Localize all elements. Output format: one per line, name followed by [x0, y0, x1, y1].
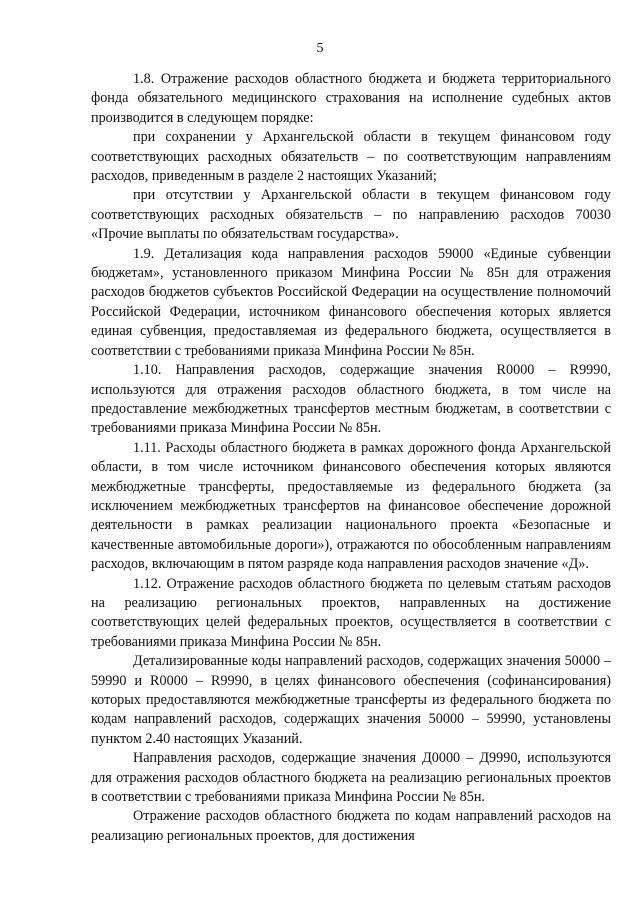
paragraph-1-8: 1.8. Отражение расходов областного бюджета и бюджета территориального фонда обязательного медицинского страхования на исполнение судебных актов производится в следующем порядке:: [91, 71, 611, 126]
paragraph-detailed-codes: Детализированные коды направлений расходов, содержащих значения 50000 – 59990 и R0000 – R9990, в целях финансового обеспечения (софинансирования) которых предоставляются межбюджетные трансферты из федерального бюджета по кодам направлений расходов, содержащих значения 50000 – 59990, установлены пунктом 2.40 настоящих Указаний.: [91, 653, 611, 747]
paragraph-1-8-case-retained: при сохранении у Архангельской области в текущем финансовом году соответствующих расходных обязательств – по соответствующим направлениям расходов, приведенным в разделе 2 настоящих Указаний;: [91, 129, 611, 185]
paragraph-d-codes: Направления расходов, содержащие значения Д0000 – Д9990, используются для отражения расходов областного бюджета на реализацию региональных проектов в соответствии с требованиями приказа Минфина России № 85н.: [91, 750, 611, 806]
paragraph-regional-projects: Отражение расходов областного бюджета по кодам направлений расходов на реализацию региональных проектов, для достижения: [91, 808, 611, 844]
paragraph-1-9: 1.9. Детализация кода направления расходов 59000 «Единые субвенции бюджетам», установленного приказом Минфина России № 85н для отражения расходов бюджетов субъектов Российской Федерации на осуществление полномочий Российской Федерации, источником финансового обеспечения которых является единая субвенция, предоставляемая из федерального бюджета, осуществляется в соответствии с требованиями приказа Минфина России № 85н.: [91, 245, 611, 359]
document-body: [91, 70, 611, 846]
paragraph-1-11: 1.11. Расходы областного бюджета в рамках дорожного фонда Архангельской области, в том числе источником финансового обеспечения которых являются межбюджетные трансферты, предоставляемые из федерального бюджета (за исключением межбюджетных трансфертов на финансовое обеспечение дорожной деятельности в рамках реализации национального проекта «Безопасные и качественные автомобильные дороги»), отражаются по обособленным направлениям расходов, включающим в пятом разряде кода направления расходов значение «Д».: [91, 439, 611, 573]
paragraph-1-12: 1.12. Отражение расходов областного бюджета по целевым статьям расходов на реализацию региональных проектов, направленных на достижение соответствующих целей федеральных проектов, осуществляется в соответствии с требованиями приказа Минфина России № 85н.: [91, 575, 611, 650]
paragraph-1-8-case-absent: при отсутствии у Архангельской области в текущем финансовом году соответствующих расходных обязательств – по направлению расходов 70030 «Прочие выплаты по обязательствам государства».: [91, 187, 611, 243]
paragraph-1-10: 1.10. Направления расходов, содержащие значения R0000 – R9990, используются для отражения расходов областного бюджета, в том числе на предоставление межбюджетных трансфертов местным бюджетам, в соответствии с требованиями приказа Минфина России № 85н.: [91, 362, 611, 437]
page-number: 5: [316, 41, 324, 56]
